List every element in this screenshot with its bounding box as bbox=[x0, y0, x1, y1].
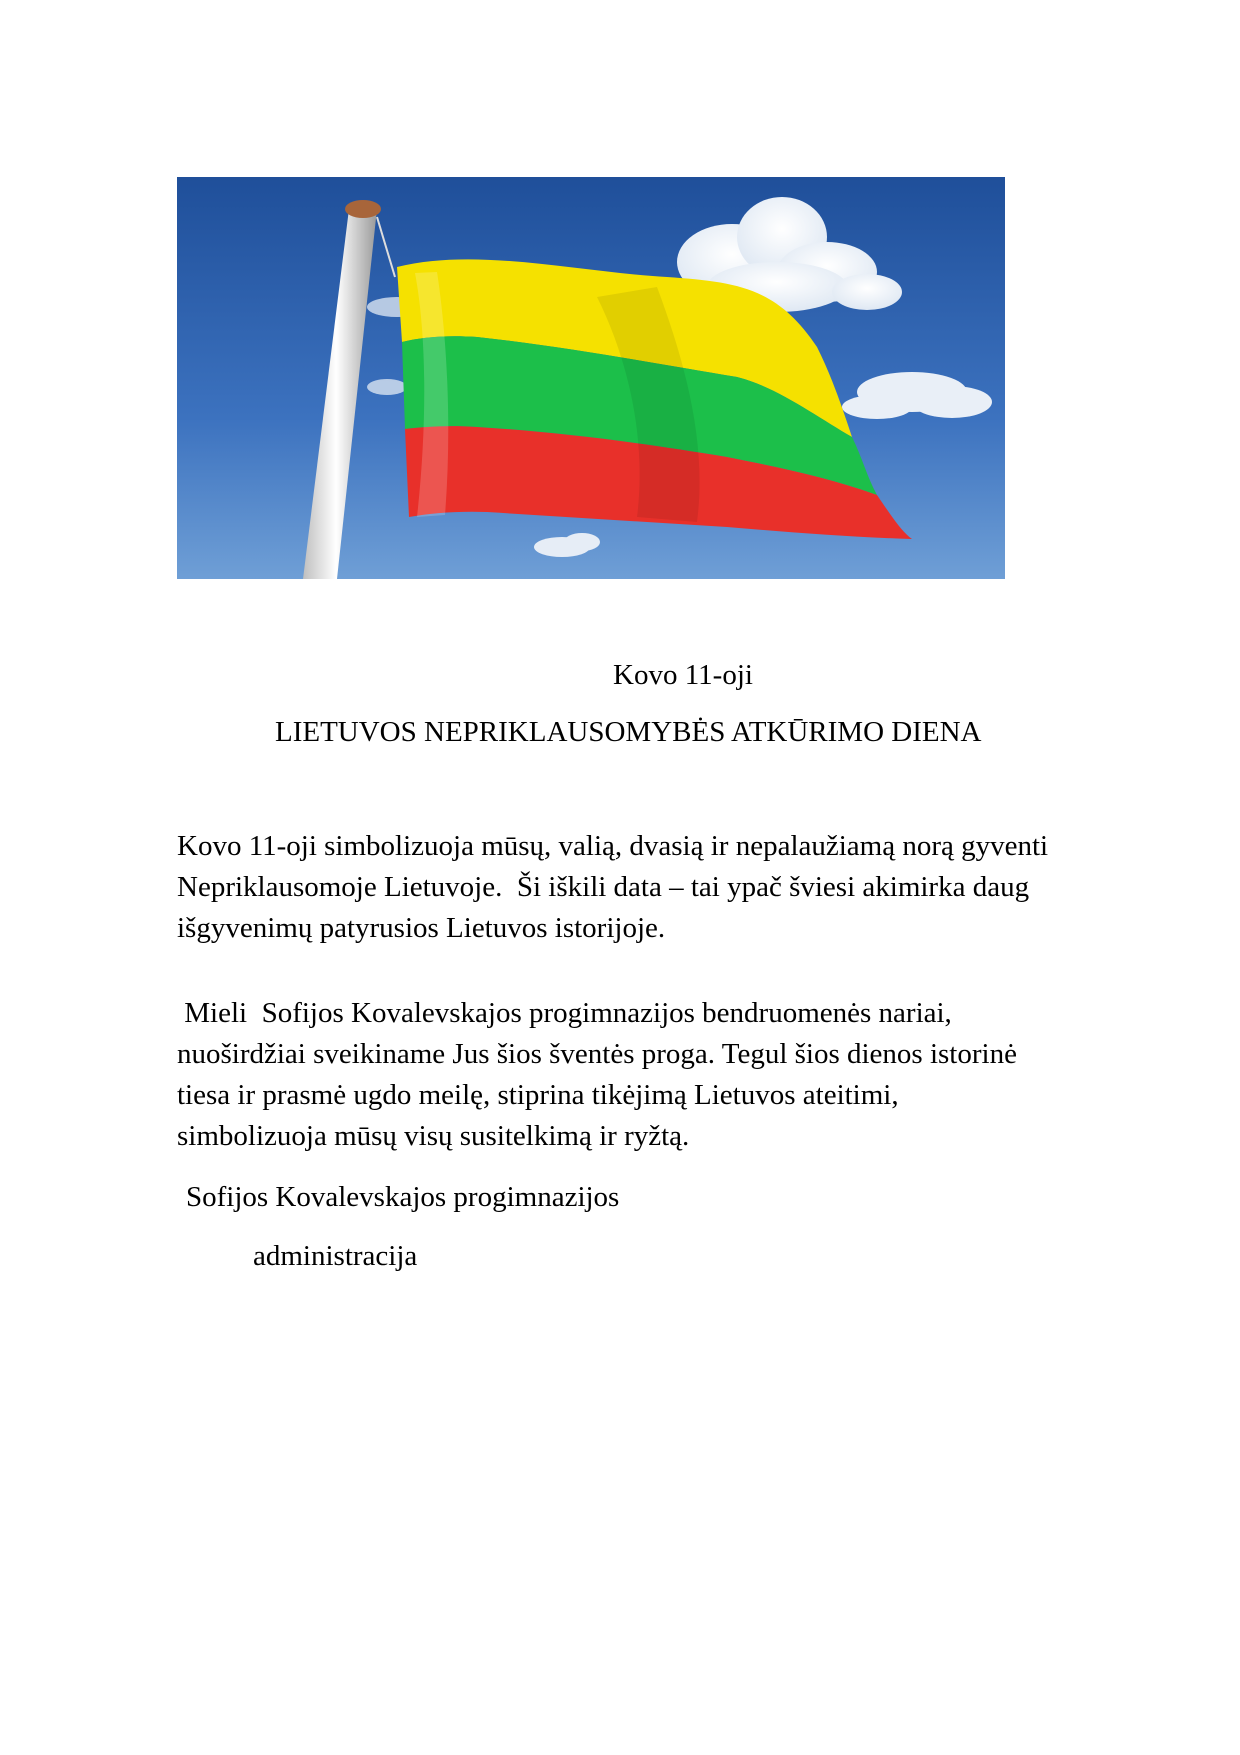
paragraph-line: tiesa ir prasmė ugdo meilę, stiprina tikėjimą Lietuvos ateitimi, bbox=[177, 1079, 899, 1111]
pole-finial bbox=[345, 200, 381, 218]
paragraph-line: Mieli Sofijos Kovalevskajos progimnazijos bendruomenės nariai, bbox=[177, 997, 952, 1029]
paragraph-line: Nepriklausomoje Lietuvoje. Ši iškili data – tai ypač šviesi akimirka daug bbox=[177, 871, 1030, 903]
paragraph-greeting bbox=[177, 993, 1017, 1157]
paragraph-line: nuoširdžiai sveikiname Jus šios šventės proga. Tegul šios dienos istorinė bbox=[177, 1038, 1017, 1070]
paragraph-line: išgyvenimų patyrusios Lietuvos istorijoje. bbox=[177, 912, 666, 944]
paragraph-line: Kovo 11-oji simbolizuoja mūsų, valią, dvasią ir nepalaužiamą norą gyventi bbox=[177, 830, 1049, 862]
signature-administration: administracija bbox=[253, 1240, 418, 1272]
signature-organization: Sofijos Kovalevskajos progimnazijos bbox=[186, 1181, 620, 1213]
paragraph-intro bbox=[177, 826, 1048, 949]
flag-illustration bbox=[177, 177, 1005, 579]
heading-title: LIETUVOS NEPRIKLAUSOMYBĖS ATKŪRIMO DIENA bbox=[275, 716, 982, 748]
heading-date: Kovo 11-oji bbox=[613, 659, 753, 691]
paragraph-line: simbolizuoja mūsų visų susitelkimą ir ryžtą. bbox=[177, 1120, 690, 1152]
flag-photo bbox=[177, 177, 1005, 579]
